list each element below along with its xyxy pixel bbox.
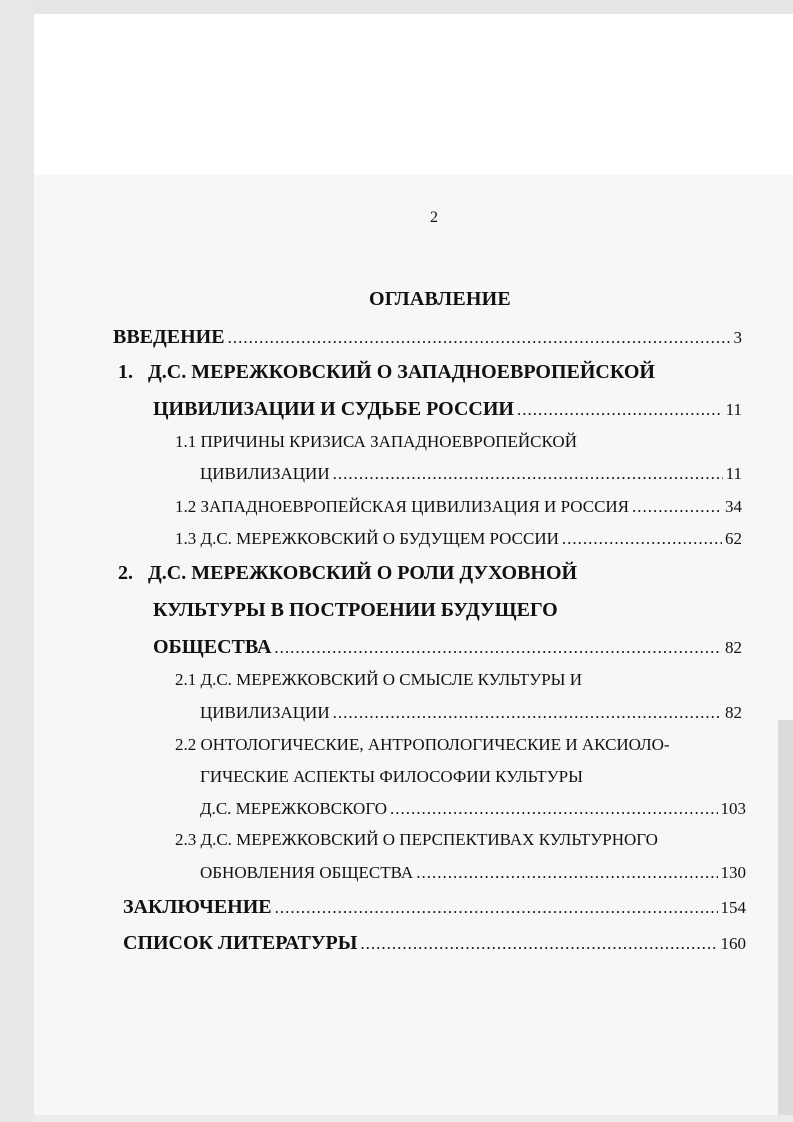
toc-page-number: 34 [725, 497, 742, 516]
toc-chapter-2-line-1[interactable] [118, 562, 577, 585]
scan-top-shade [0, 0, 793, 14]
toc-page-number: 82 [725, 638, 742, 657]
toc-section-2-2-line-1[interactable] [175, 735, 670, 755]
toc-entry-conclusion[interactable] [123, 896, 746, 919]
dot-leader [333, 703, 722, 723]
toc-chapter-2-line-2[interactable] [153, 599, 558, 622]
scan-right-shade [778, 720, 793, 1122]
dot-leader [632, 497, 722, 517]
toc-section-2-3-line-2[interactable] [200, 863, 746, 883]
toc-entry-label: ЦИВИЛИЗАЦИИ [200, 464, 330, 483]
toc-page-number: 82 [725, 703, 742, 722]
toc-page-number: 11 [725, 464, 742, 483]
toc-page-number: 154 [720, 898, 746, 917]
toc-section-2-2-line-3[interactable] [200, 799, 746, 819]
dot-leader [360, 934, 717, 954]
toc-entry-label: 2.2 ОНТОЛОГИЧЕСКИЕ, АНТРОПОЛОГИЧЕСКИЕ И АКСИОЛО- [175, 735, 670, 754]
dot-leader [390, 799, 718, 819]
dot-leader [333, 464, 723, 484]
chapter-number: 2. [118, 562, 133, 584]
toc-entry-label: СПИСОК ЛИТЕРАТУРЫ [123, 932, 358, 954]
dot-leader [517, 400, 723, 420]
toc-entry-label: ЦИВИЛИЗАЦИИ [200, 703, 330, 722]
toc-section-2-1-line-2[interactable] [200, 703, 742, 723]
toc-entry-label: Д.С. МЕРЕЖКОВСКОГО [200, 799, 387, 818]
chapter-number: 1. [118, 361, 133, 383]
toc-page-number: 160 [720, 934, 746, 953]
toc-entry-label: КУЛЬТУРЫ В ПОСТРОЕНИИ БУДУЩЕГО [153, 599, 558, 621]
toc-entry-label: 1.2 ЗАПАДНОЕВРОПЕЙСКАЯ ЦИВИЛИЗАЦИЯ И РОССИЯ [175, 497, 630, 516]
dot-leader [228, 328, 731, 348]
toc-entry-bibliography[interactable] [123, 932, 746, 955]
toc-section-2-3-line-1[interactable] [175, 830, 658, 850]
toc-entry-label: ОБНОВЛЕНИЯ ОБЩЕСТВА [200, 863, 414, 882]
toc-entry-label: 1.3 Д.С. МЕРЕЖКОВСКИЙ О БУДУЩЕМ РОССИИ [175, 529, 559, 548]
dot-leader [416, 863, 717, 883]
toc-entry-label: 1.1 ПРИЧИНЫ КРИЗИСА ЗАПАДНОЕВРОПЕЙСКОЙ [175, 432, 577, 451]
dot-leader [275, 898, 718, 918]
toc-chapter-1-line-1[interactable] [118, 361, 655, 384]
toc-chapter-1-line-2[interactable] [153, 398, 742, 421]
toc-page-number: 3 [733, 328, 742, 347]
toc-entry-label: ГИЧЕСКИЕ АСПЕКТЫ ФИЛОСОФИИ КУЛЬТУРЫ [200, 767, 583, 786]
toc-entry-label: ЗАКЛЮЧЕНИЕ [123, 896, 272, 918]
toc-entry-label: ВВЕДЕНИЕ [113, 326, 225, 348]
dot-leader [562, 529, 722, 549]
toc-entry-label: ОБЩЕСТВА [153, 636, 272, 658]
toc-section-1-2[interactable] [175, 497, 742, 517]
dot-leader [274, 638, 722, 658]
toc-entry-label: 2.1 Д.С. МЕРЕЖКОВСКИЙ О СМЫСЛЕ КУЛЬТУРЫ И [175, 670, 583, 689]
toc-section-1-1-line-2[interactable] [200, 464, 742, 484]
toc-section-2-1-line-1[interactable] [175, 670, 582, 690]
toc-entry-label: Д.С. МЕРЕЖКОВСКИЙ О РОЛИ ДУХОВНОЙ [148, 562, 578, 584]
toc-page-number: 103 [720, 799, 746, 818]
toc-entry-label: 2.3 Д.С. МЕРЕЖКОВСКИЙ О ПЕРСПЕКТИВАХ КУЛЬТУРНОГО [175, 830, 658, 849]
toc-page-number: 62 [725, 529, 742, 548]
toc-page-number: 130 [720, 863, 746, 882]
toc-entry-label: Д.С. МЕРЕЖКОВСКИЙ О ЗАПАДНОЕВРОПЕЙСКОЙ [148, 361, 655, 383]
toc-entry-label: ЦИВИЛИЗАЦИИ И СУДЬБЕ РОССИИ [153, 398, 514, 420]
page-number: 2 [430, 209, 438, 226]
toc-page-number: 11 [725, 400, 742, 419]
toc-section-1-3[interactable] [175, 529, 742, 549]
toc-title: ОГЛАВЛЕНИЕ [369, 288, 511, 310]
toc-chapter-2-line-3[interactable] [153, 636, 742, 659]
scan-bottom-shade [34, 1115, 793, 1122]
toc-entry-introduction[interactable] [113, 326, 742, 349]
scan-left-shade [0, 0, 34, 1122]
toc-section-2-2-line-2[interactable] [200, 767, 583, 787]
toc-section-1-1-line-1[interactable] [175, 432, 577, 452]
